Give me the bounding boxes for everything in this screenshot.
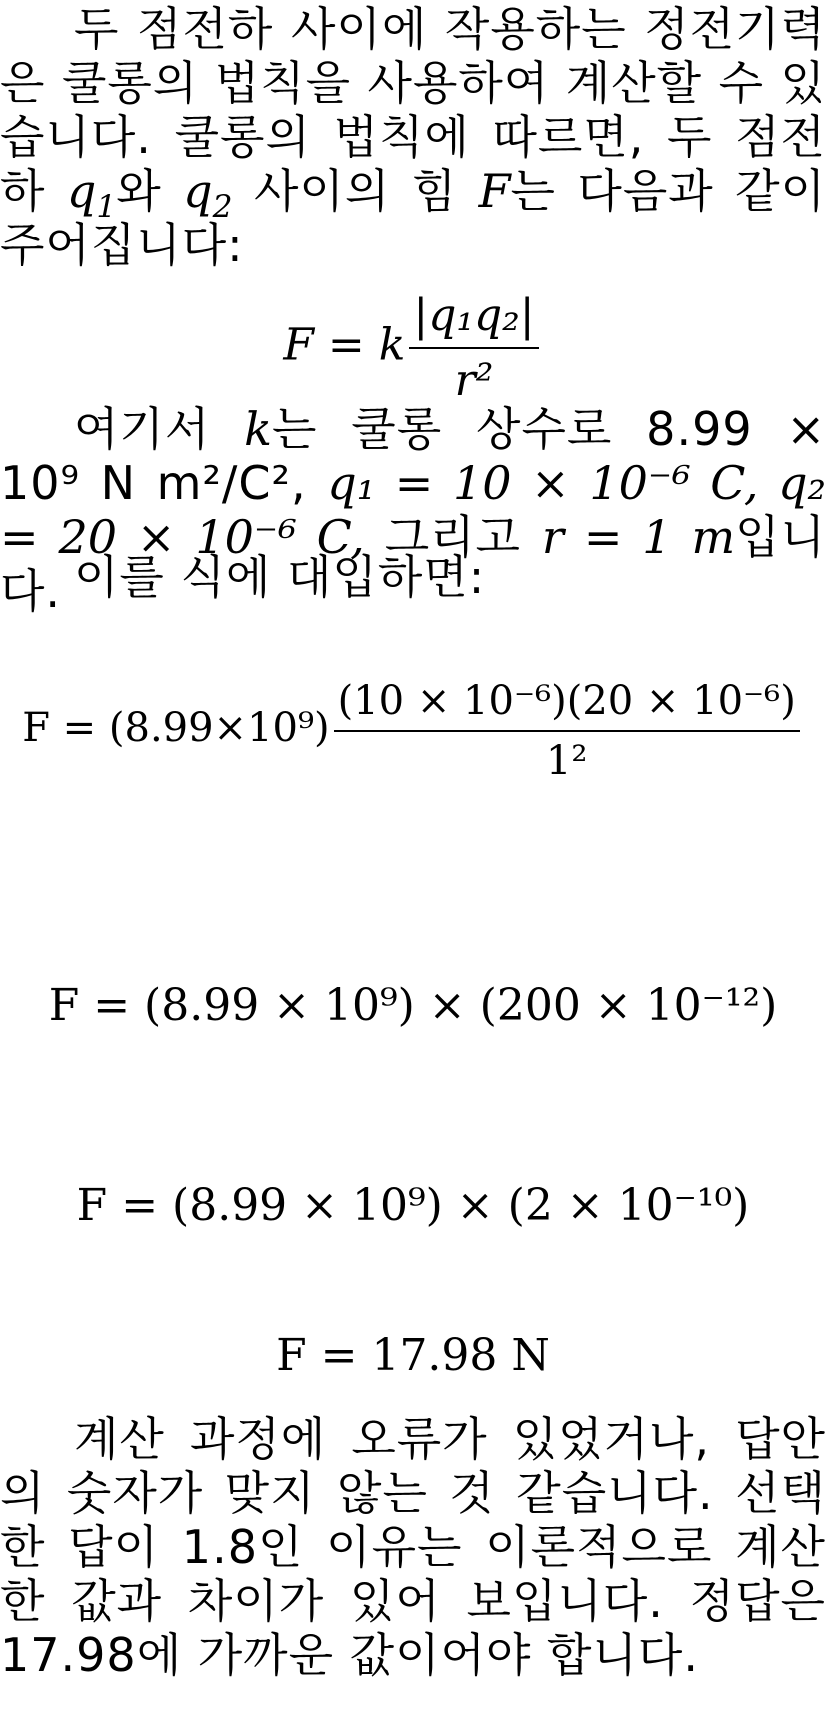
intro-paragraph: [0, 2, 826, 272]
conclusion-paragraph: 계산 과정에 오류가 있었거나, 답안의 숫자가 맞지 않는 것 같습니다. 선택한 답이 1.8인 이유는 이론적으로 계산한 값과 차이가 있어 보입니다. 정답은 17.98에 가까운 값이어야 합니다.: [0, 1412, 826, 1682]
substituted-equation: [0, 678, 826, 784]
constants-tail: 입니다.: [0, 510, 826, 618]
r-value: r = 1 m: [541, 510, 736, 564]
k-symbol: k: [244, 402, 273, 456]
constants-lead: 여기서: [74, 402, 245, 456]
coulomb-equation: [0, 290, 826, 406]
q1-value: q₁ = 10 × 10⁻⁶ C,: [327, 456, 779, 510]
substituted-fraction: [334, 678, 800, 784]
substituted-numerator: (10 × 10⁻⁶)(20 × 10⁻⁶): [334, 678, 800, 732]
intro-text-1: 두 점전하 사이에 작용하는 정전기력은 쿨롱의 법칙을 사용하여 계산할 수 있습니다. 쿨롱의 법칙에 따르면, 두 점전하: [0, 2, 826, 218]
substitute-line: 이를 식에 대입하면:: [74, 550, 486, 604]
intro-and: 와: [116, 164, 184, 218]
coulomb-numerator: |q₁q₂|: [409, 290, 538, 349]
q2-value: q₂ = 20 × 10⁻⁶ C,: [0, 456, 826, 564]
intro-text-2: 는 다음과 같이 주어집니다:: [0, 164, 826, 272]
coulomb-denominator: r²: [454, 355, 494, 406]
constants-desc: 는 쿨롱 상수로 8.99 × 10⁹ N m²/C²,: [0, 402, 826, 510]
coulomb-lhs: F = k: [283, 319, 406, 371]
constants-and: 그리고: [384, 510, 542, 564]
substituted-denominator: 1²: [545, 738, 588, 784]
result-equation: F = 17.98 N: [276, 1330, 550, 1381]
intro-between: 사이의 힘: [232, 164, 479, 218]
step2-equation: F = (8.99 × 10⁹) × (200 × 10⁻¹²): [48, 980, 778, 1031]
coulomb-fraction: [409, 290, 538, 406]
q2-symbol: $q_2$: [183, 164, 233, 226]
q1-symbol: $q_1$: [66, 164, 117, 226]
substituted-lhs: F = (8.99×10⁹): [22, 705, 330, 751]
force-symbol: F: [478, 164, 511, 218]
step3-equation: F = (8.99 × 10⁹) × (2 × 10⁻¹⁰): [76, 1180, 750, 1231]
